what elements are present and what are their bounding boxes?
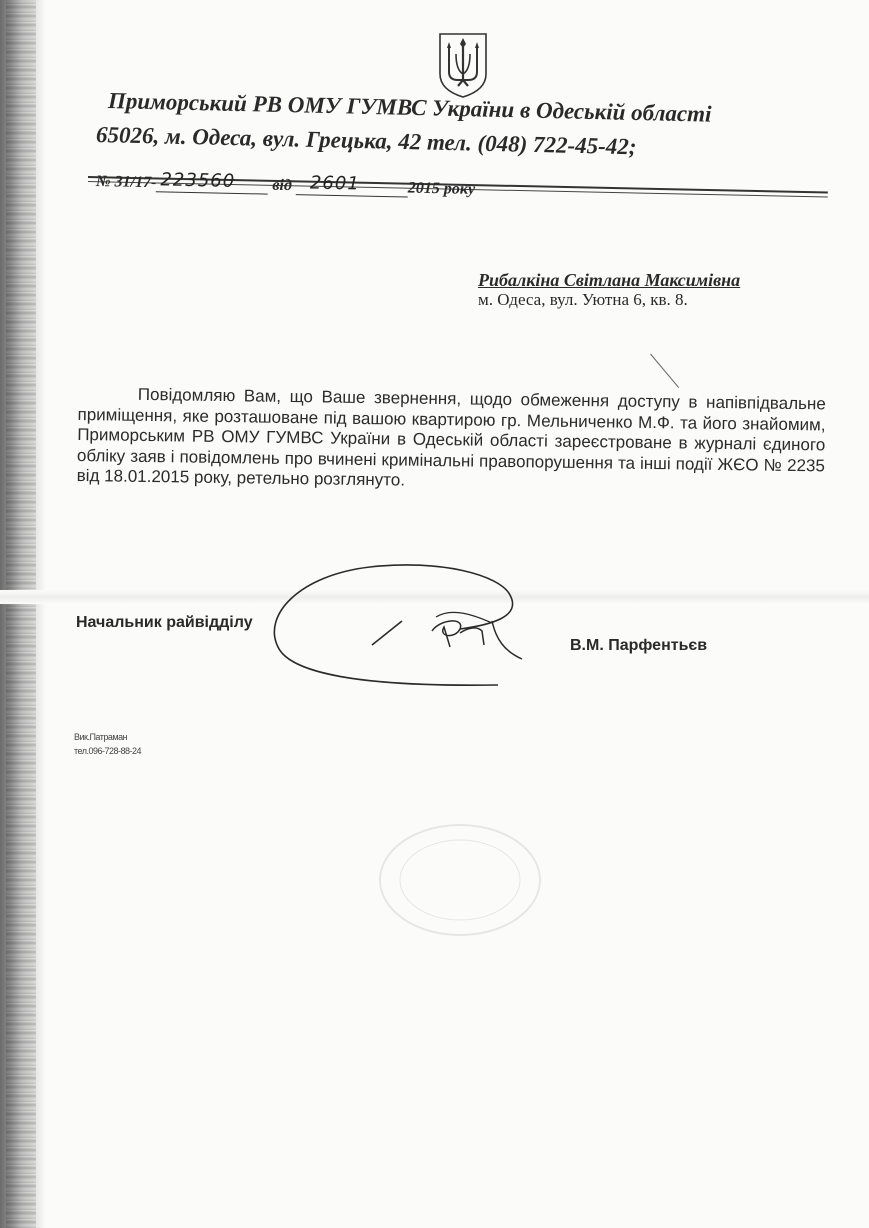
faint-show-through: [360, 810, 560, 950]
executor-phone: тел.096-728-88-24: [74, 746, 142, 756]
reference-line: [95, 169, 476, 199]
signatory-title: Начальник райвідділу: [76, 614, 253, 631]
recipient-address: м. Одеса, вул. Уютна 6, кв. 8.: [478, 290, 688, 309]
signatory-name: В.М. Парфентьєв: [570, 637, 708, 654]
reference-number-handwritten: 223560: [160, 169, 236, 192]
stray-pen-mark: [650, 354, 679, 388]
trident-coat-of-arms-icon: [434, 30, 492, 100]
executor-name: Вик.Патраман: [74, 732, 128, 742]
reference-date-handwritten: 2601: [309, 172, 360, 195]
recipient-name: Рибалкіна Світлана Максимівна: [478, 270, 741, 290]
reference-number-blank: [156, 169, 268, 194]
handwritten-signature: [260, 555, 550, 695]
executor-info: [74, 730, 141, 758]
reference-from-label: від: [272, 176, 293, 195]
scan-edge-noise: [6, 0, 36, 1228]
reference-number-prefix: № 31/17-: [95, 173, 157, 192]
issuer-address: 65026, м. Одеса, вул. Грецька, 42 тел. (048) 722-45-42;: [95, 122, 637, 160]
issuer-name: Приморський РВ ОМУ ГУМВС України в Одеській області: [107, 88, 712, 127]
reference-date-blank: [296, 172, 408, 197]
reference-year: 2015 року: [407, 179, 476, 198]
letter-body: Повідомляю Вам, що Ваше звернення, щодо обмеження доступу в напівпідвальне приміщення, яке розташоване під вашою квартирою гр. Мельниченко М.Ф. та його знайомим, Приморським РВ ОМУ ГУМВС України в Одеській області зареєстроване в журналі єдиного обліку заяв і повідомлень про вчинені кримінальні правопорушення та інші події ЖЄО № 2235 від 18.01.2015 року, ретельно розглянуто.: [76, 384, 826, 490]
